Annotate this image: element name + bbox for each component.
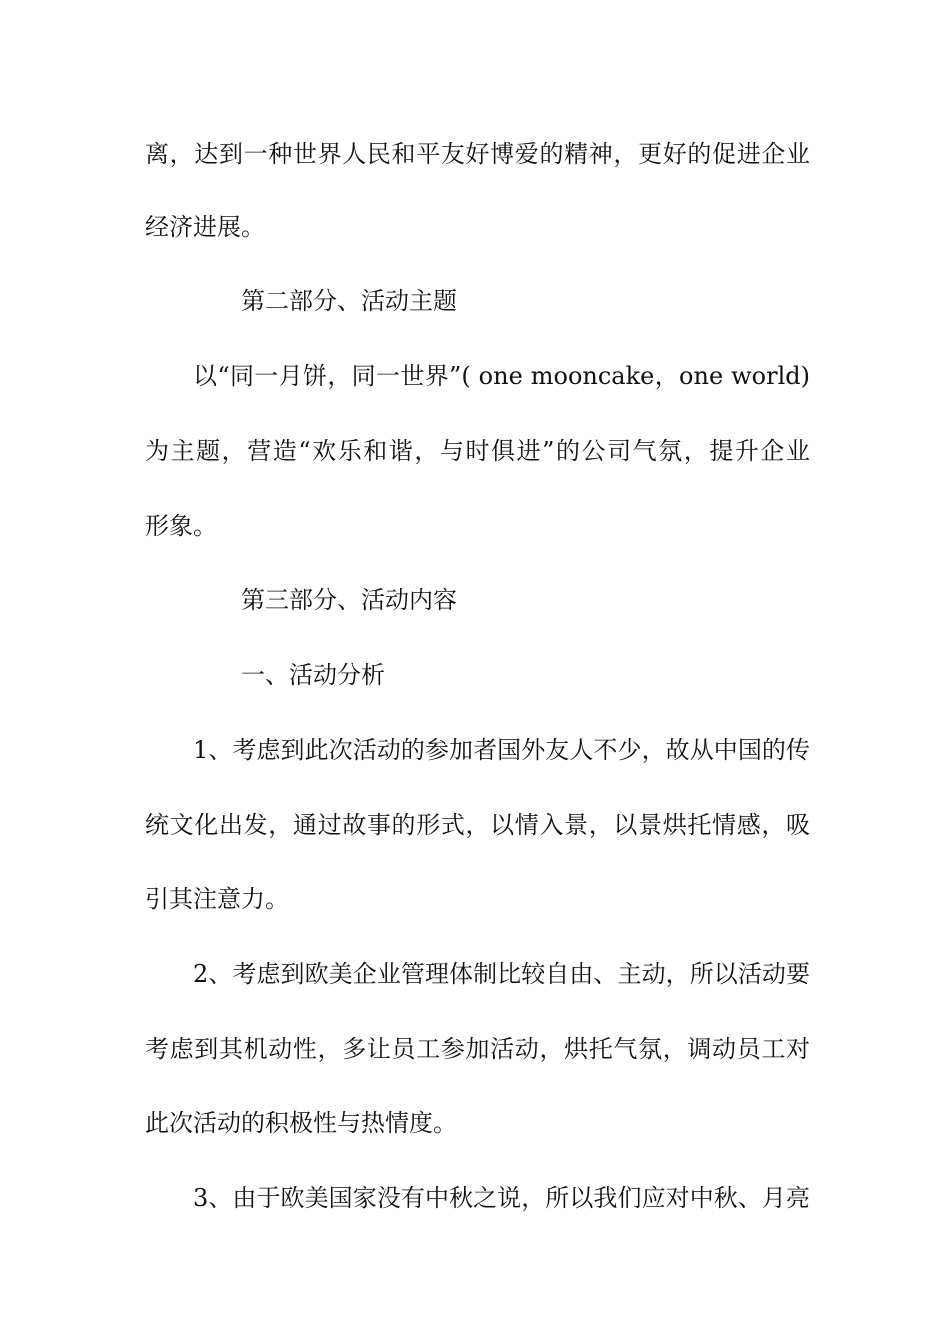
- paragraph-line: 经济进展。: [145, 213, 265, 241]
- section-heading: 第三部分、活动内容: [241, 586, 457, 614]
- paragraph-line: 统文化出发，通过故事的形式，以情入景，以景烘托情感，吸: [145, 811, 810, 839]
- paragraph-line: 1、考虑到此次活动的参加者国外友人不少，故从中国的传: [193, 736, 810, 764]
- paragraph-line: 2、考虑到欧美企业管理体制比较自由、主动，所以活动要: [193, 960, 810, 988]
- paragraph-line: 离，达到一种世界人民和平友好博爱的精神，更好的促进企业: [145, 140, 810, 168]
- section-heading: 第二部分、活动主题: [241, 287, 457, 315]
- paragraph-line: 为主题，营造“欢乐和谐，与时俱进”的公司气氛，提升企业: [145, 437, 810, 465]
- paragraph-line: 引其注意力。: [145, 885, 289, 913]
- paragraph-line: 以“同一月饼，同一世界”( one mooncake，one world): [193, 362, 810, 390]
- paragraph-line: 形象。: [145, 512, 217, 540]
- paragraph-line: 此次活动的积极性与热情度。: [145, 1109, 457, 1137]
- subsection-heading: 一、活动分析: [241, 661, 385, 689]
- paragraph-line: 考虑到其机动性，多让员工参加活动，烘托气氛，调动员工对: [145, 1035, 810, 1063]
- paragraph-line: 3、由于欧美国家没有中秋之说，所以我们应对中秋、月亮: [193, 1184, 810, 1212]
